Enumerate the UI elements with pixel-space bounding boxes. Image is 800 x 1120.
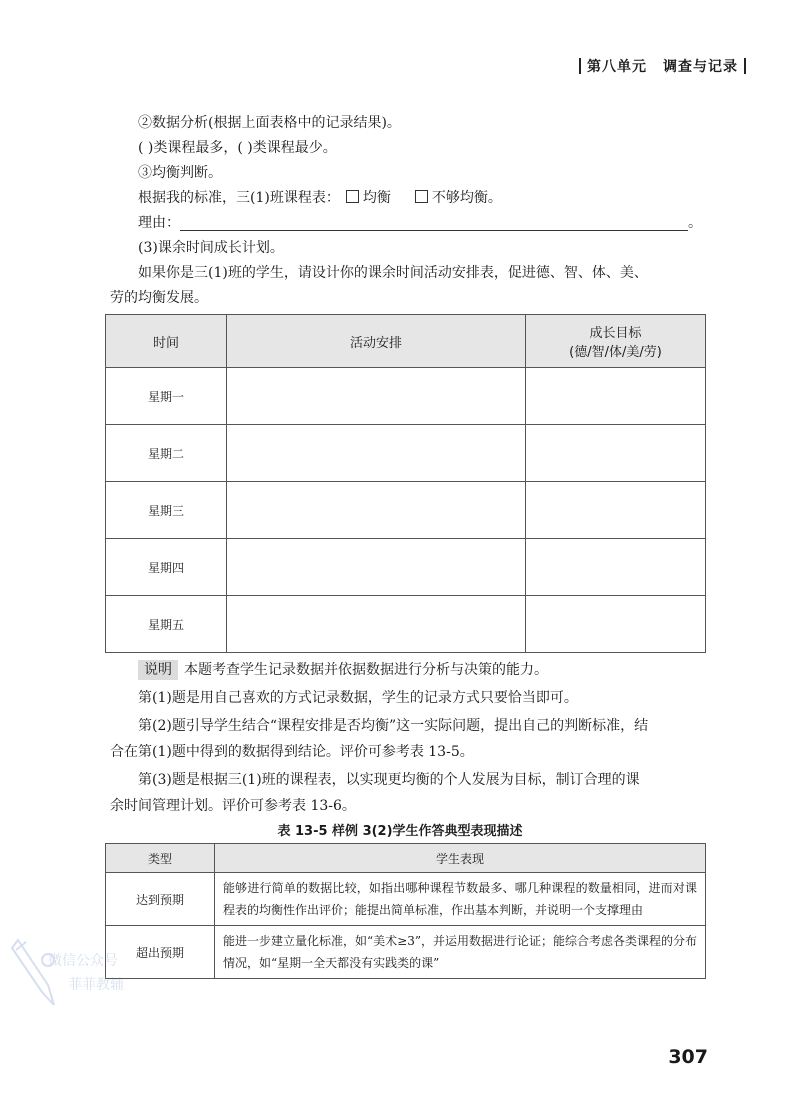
watermark-line-1: 微信公众号 [48, 953, 118, 969]
col-goal [526, 315, 706, 368]
day-cell: 星期三 [106, 482, 227, 539]
note-line-4a: 第(3)题是根据三(1)班的课程表，以实现更均衡的个人发展为目标，制订合理的课 [138, 772, 640, 788]
goal-cell[interactable] [526, 482, 706, 539]
most-least-blank: ( )类课程最多，( )类课程最少。 [138, 140, 337, 156]
goal-cell[interactable] [526, 425, 706, 482]
growth-plan-heading: (3)课余时间成长计划。 [138, 240, 284, 256]
col-performance: 学生表现 [215, 844, 706, 873]
level-cell: 达到预期 [106, 873, 215, 926]
header-bar-right [744, 58, 746, 74]
watermark-line-2: 菲菲教辅 [68, 977, 124, 993]
growth-plan-prompt-2: 劳的均衡发展。 [110, 290, 208, 306]
plan-header-row [106, 315, 706, 368]
reason-label: 理由： [138, 215, 180, 231]
reason-line [138, 213, 702, 233]
activity-plan-table [105, 314, 706, 653]
day-cell: 星期四 [106, 539, 227, 596]
activity-cell[interactable] [227, 482, 526, 539]
judgement-prefix: 根据我的标准，三(1)班课程表： [138, 190, 340, 206]
col-activity: 活动安排 [227, 315, 526, 368]
note-line-2: 第(1)题是用自己喜欢的方式记录数据，学生的记录方式只要恰当即可。 [138, 690, 578, 706]
note-line-1 [138, 660, 548, 680]
day-cell: 星期二 [106, 425, 227, 482]
plan-row [106, 482, 706, 539]
header-title: 调查与记录 [663, 59, 738, 75]
data-analysis-heading: ②数据分析(根据上面表格中的记录结果)。 [138, 115, 401, 131]
watermark [8, 930, 158, 1040]
activity-cell[interactable] [227, 596, 526, 653]
perf-row [106, 926, 706, 979]
pencil-icon [8, 930, 68, 1020]
note-line-3a: 第(2)题引导学生结合“课程安排是否均衡”这一实际问题，提出自己的判断标准，结 [138, 718, 649, 734]
plan-row [106, 539, 706, 596]
plan-row [106, 368, 706, 425]
col-type: 类型 [106, 844, 215, 873]
note-line-3b: 合在第(1)题中得到的数据得到结论。评价可参考表 13-5。 [110, 744, 474, 760]
note-text-1: 本题考查学生记录数据并依据数据进行分析与决策的能力。 [184, 662, 548, 678]
description-cell: 能进一步建立量化标准，如“美术≥3”，并运用数据进行论证；能综合考虑各类课程的分布情况，如“星期一全天都没有实践类的课” [215, 926, 706, 979]
day-cell: 星期五 [106, 596, 227, 653]
goal-cell[interactable] [526, 368, 706, 425]
level-cell: 超出预期 [106, 926, 215, 979]
unbalanced-label: 不够均衡。 [431, 190, 502, 206]
description-cell: 能够进行简单的数据比较，如指出哪种课程节数最多、哪几种课程的数量相同，进而对课程表的均衡性作出评价；能提出简单标准，作出基本判断，并说明一个支撑理由 [215, 873, 706, 926]
header-bar-left [579, 58, 581, 74]
page-number: 307 [668, 1046, 708, 1068]
balance-heading: ③均衡判断。 [138, 165, 222, 181]
balanced-label: 均衡 [362, 190, 391, 206]
reason-blank[interactable] [180, 216, 688, 231]
col-goal-title: 成长目标 [589, 326, 642, 341]
perf-row [106, 873, 706, 926]
activity-cell[interactable] [227, 539, 526, 596]
unbalanced-checkbox[interactable] [415, 190, 428, 203]
day-cell: 星期一 [106, 368, 227, 425]
performance-table [105, 843, 706, 979]
activity-cell[interactable] [227, 425, 526, 482]
goal-cell[interactable] [526, 539, 706, 596]
note-line-4b: 余时间管理计划。评价可参考表 13-6。 [110, 798, 356, 814]
plan-row [106, 596, 706, 653]
activity-cell[interactable] [227, 368, 526, 425]
judgement-line [138, 188, 502, 208]
perf-header-row [106, 844, 706, 873]
col-goal-subtitle: (德/智/体/美/劳) [569, 345, 662, 360]
col-time: 时间 [106, 315, 227, 368]
table-caption: 表 13-5 样例 3(2)学生作答典型表现描述 [277, 824, 523, 839]
plan-row [106, 425, 706, 482]
reason-end: 。 [688, 215, 702, 231]
note-tag: 说明 [138, 660, 178, 680]
header-unit: 第八单元 [587, 59, 647, 75]
goal-cell[interactable] [526, 596, 706, 653]
running-header [573, 56, 752, 76]
growth-plan-prompt-1: 如果你是三(1)班的学生，请设计你的课余时间活动安排表，促进德、智、体、美、 [138, 265, 648, 281]
balanced-checkbox[interactable] [346, 190, 359, 203]
